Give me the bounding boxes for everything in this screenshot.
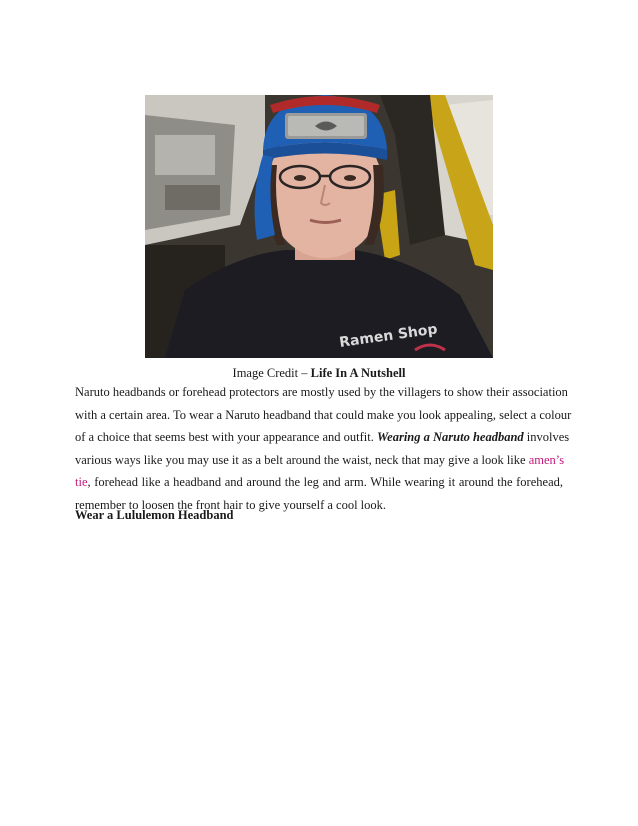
paragraph-line: [75, 449, 563, 472]
mens-tie-link[interactable]: amen’s: [528, 452, 565, 467]
paragraph-text: of a choice that seems best with your appearance and outfit.: [75, 430, 377, 445]
emphasized-phrase: Wearing a Naruto headband: [376, 430, 524, 445]
paragraph-text: , forehead like a headband and around the leg and arm. While wearing it around the forehead,: [87, 475, 563, 490]
photo-person-wearing-headband: [145, 95, 493, 358]
body-paragraph: [75, 381, 572, 517]
image-caption: [0, 364, 638, 382]
caption-credit-name: Life In A Nutshell: [310, 366, 406, 380]
svg-text:Ramen Shop: Ramen Shop: [338, 321, 439, 351]
paragraph-line: with a certain area. To wear a Naruto headband that could make you look appealing, select a colour: [75, 407, 572, 422]
paragraph-text: various ways like you may use it as a belt around the waist, neck that may give a look like: [75, 452, 529, 467]
mens-tie-link-continued[interactable]: tie: [75, 475, 88, 490]
paragraph-line: [75, 426, 570, 449]
paragraph-text: involves: [523, 430, 570, 445]
caption-prefix: Image Credit –: [232, 366, 311, 380]
section-heading: Wear a Lululemon Headband: [75, 508, 234, 522]
paragraph-line: Naruto headbands or forehead protectors are mostly used by the villagers to show their association: [75, 385, 568, 399]
paragraph-line: remember to loosen the front hair to give yourself a cool look.: [75, 497, 387, 512]
paragraph-line: [75, 471, 563, 494]
